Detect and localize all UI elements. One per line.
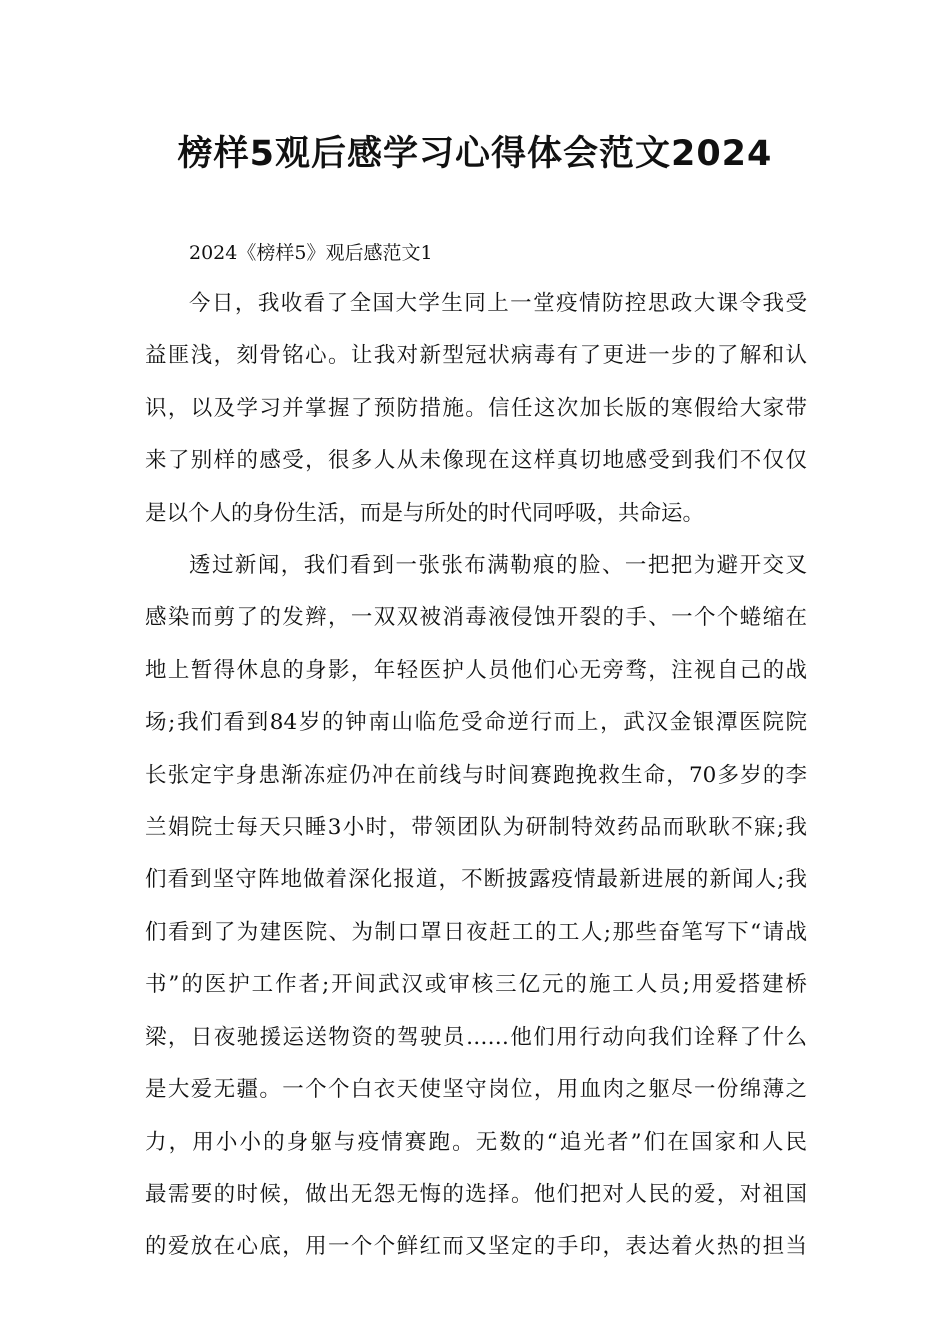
paragraph-line: 最需要的时候，做出无怨无悔的选择。他们把对人民的爱，对祖国 <box>145 1181 807 1207</box>
paragraph-line: 们看到坚守阵地做着深化报道，不断披露疫情最新进展的新闻人;我 <box>145 867 807 893</box>
paragraph-line: 今日，我收看了全国大学生同上一堂疫情防控思政大课令我受 <box>189 291 807 316</box>
paragraph-line: 益匪浅，刻骨铭心。让我对新型冠状病毒有了更进一步的了解和认 <box>145 343 807 369</box>
paragraph-line: 透过新闻，我们看到一张张布满勒痕的脸、一把把为避开交叉 <box>189 553 807 579</box>
paragraph-line: 梁，日夜驰援运送物资的驾驶员……他们用行动向我们诠释了什么 <box>145 1024 807 1050</box>
document-title: 榜样5观后感学习心得体会范文2024 <box>177 134 773 174</box>
paragraph-line: 感染而剪了的发辫，一双双被消毒液侵蚀开裂的手、一个个蜷缩在 <box>145 605 807 631</box>
paragraph-line: 书”的医护工作者;开间武汉或审核三亿元的施工人员;用爱搭建桥 <box>145 972 807 998</box>
paragraph-line: 兰娟院士每天只睡3小时，带领团队为研制特效药品而耿耿不寐;我 <box>145 815 807 841</box>
paragraph-line: 长张定宇身患渐冻症仍冲在前线与时间赛跑挽救生命，70多岁的李 <box>145 762 807 788</box>
paragraph-1 <box>145 278 807 540</box>
section-subheading: 2024《榜样5》观后感范文1 <box>189 242 433 264</box>
paragraph-line: 是以个人的身份生活，而是与所处的时代同呼吸，共命运。 <box>145 500 705 526</box>
paragraph-line: 来了别样的感受，很多人从未像现在这样真切地感受到我们不仅仅 <box>145 448 807 474</box>
paragraph-line: 场;我们看到84岁的钟南山临危受命逆行而上，武汉金银潭医院院 <box>145 710 807 736</box>
paragraph-line: 的爱放在心底，用一个个鲜红而又坚定的手印，表达着火热的担当 <box>145 1234 807 1260</box>
paragraph-line: 是大爱无疆。一个个白衣天使坚守岗位，用血肉之躯尽一份绵薄之 <box>145 1077 807 1103</box>
paragraph-line: 识，以及学习并掌握了预防措施。信任这次加长版的寒假给大家带 <box>145 395 807 421</box>
paragraph-line: 地上暂得休息的身影，年轻医护人员他们心无旁骛，注视自己的战 <box>145 657 807 683</box>
document-body <box>145 228 807 1274</box>
paragraph-line: 们看到了为建医院、为制口罩日夜赶工的工人;那些奋笔写下“请战 <box>145 919 807 945</box>
paragraph-line: 力，用小小的身躯与疫情赛跑。无数的“追光者”们在国家和人民 <box>145 1129 807 1155</box>
paragraph-2 <box>145 540 807 1274</box>
